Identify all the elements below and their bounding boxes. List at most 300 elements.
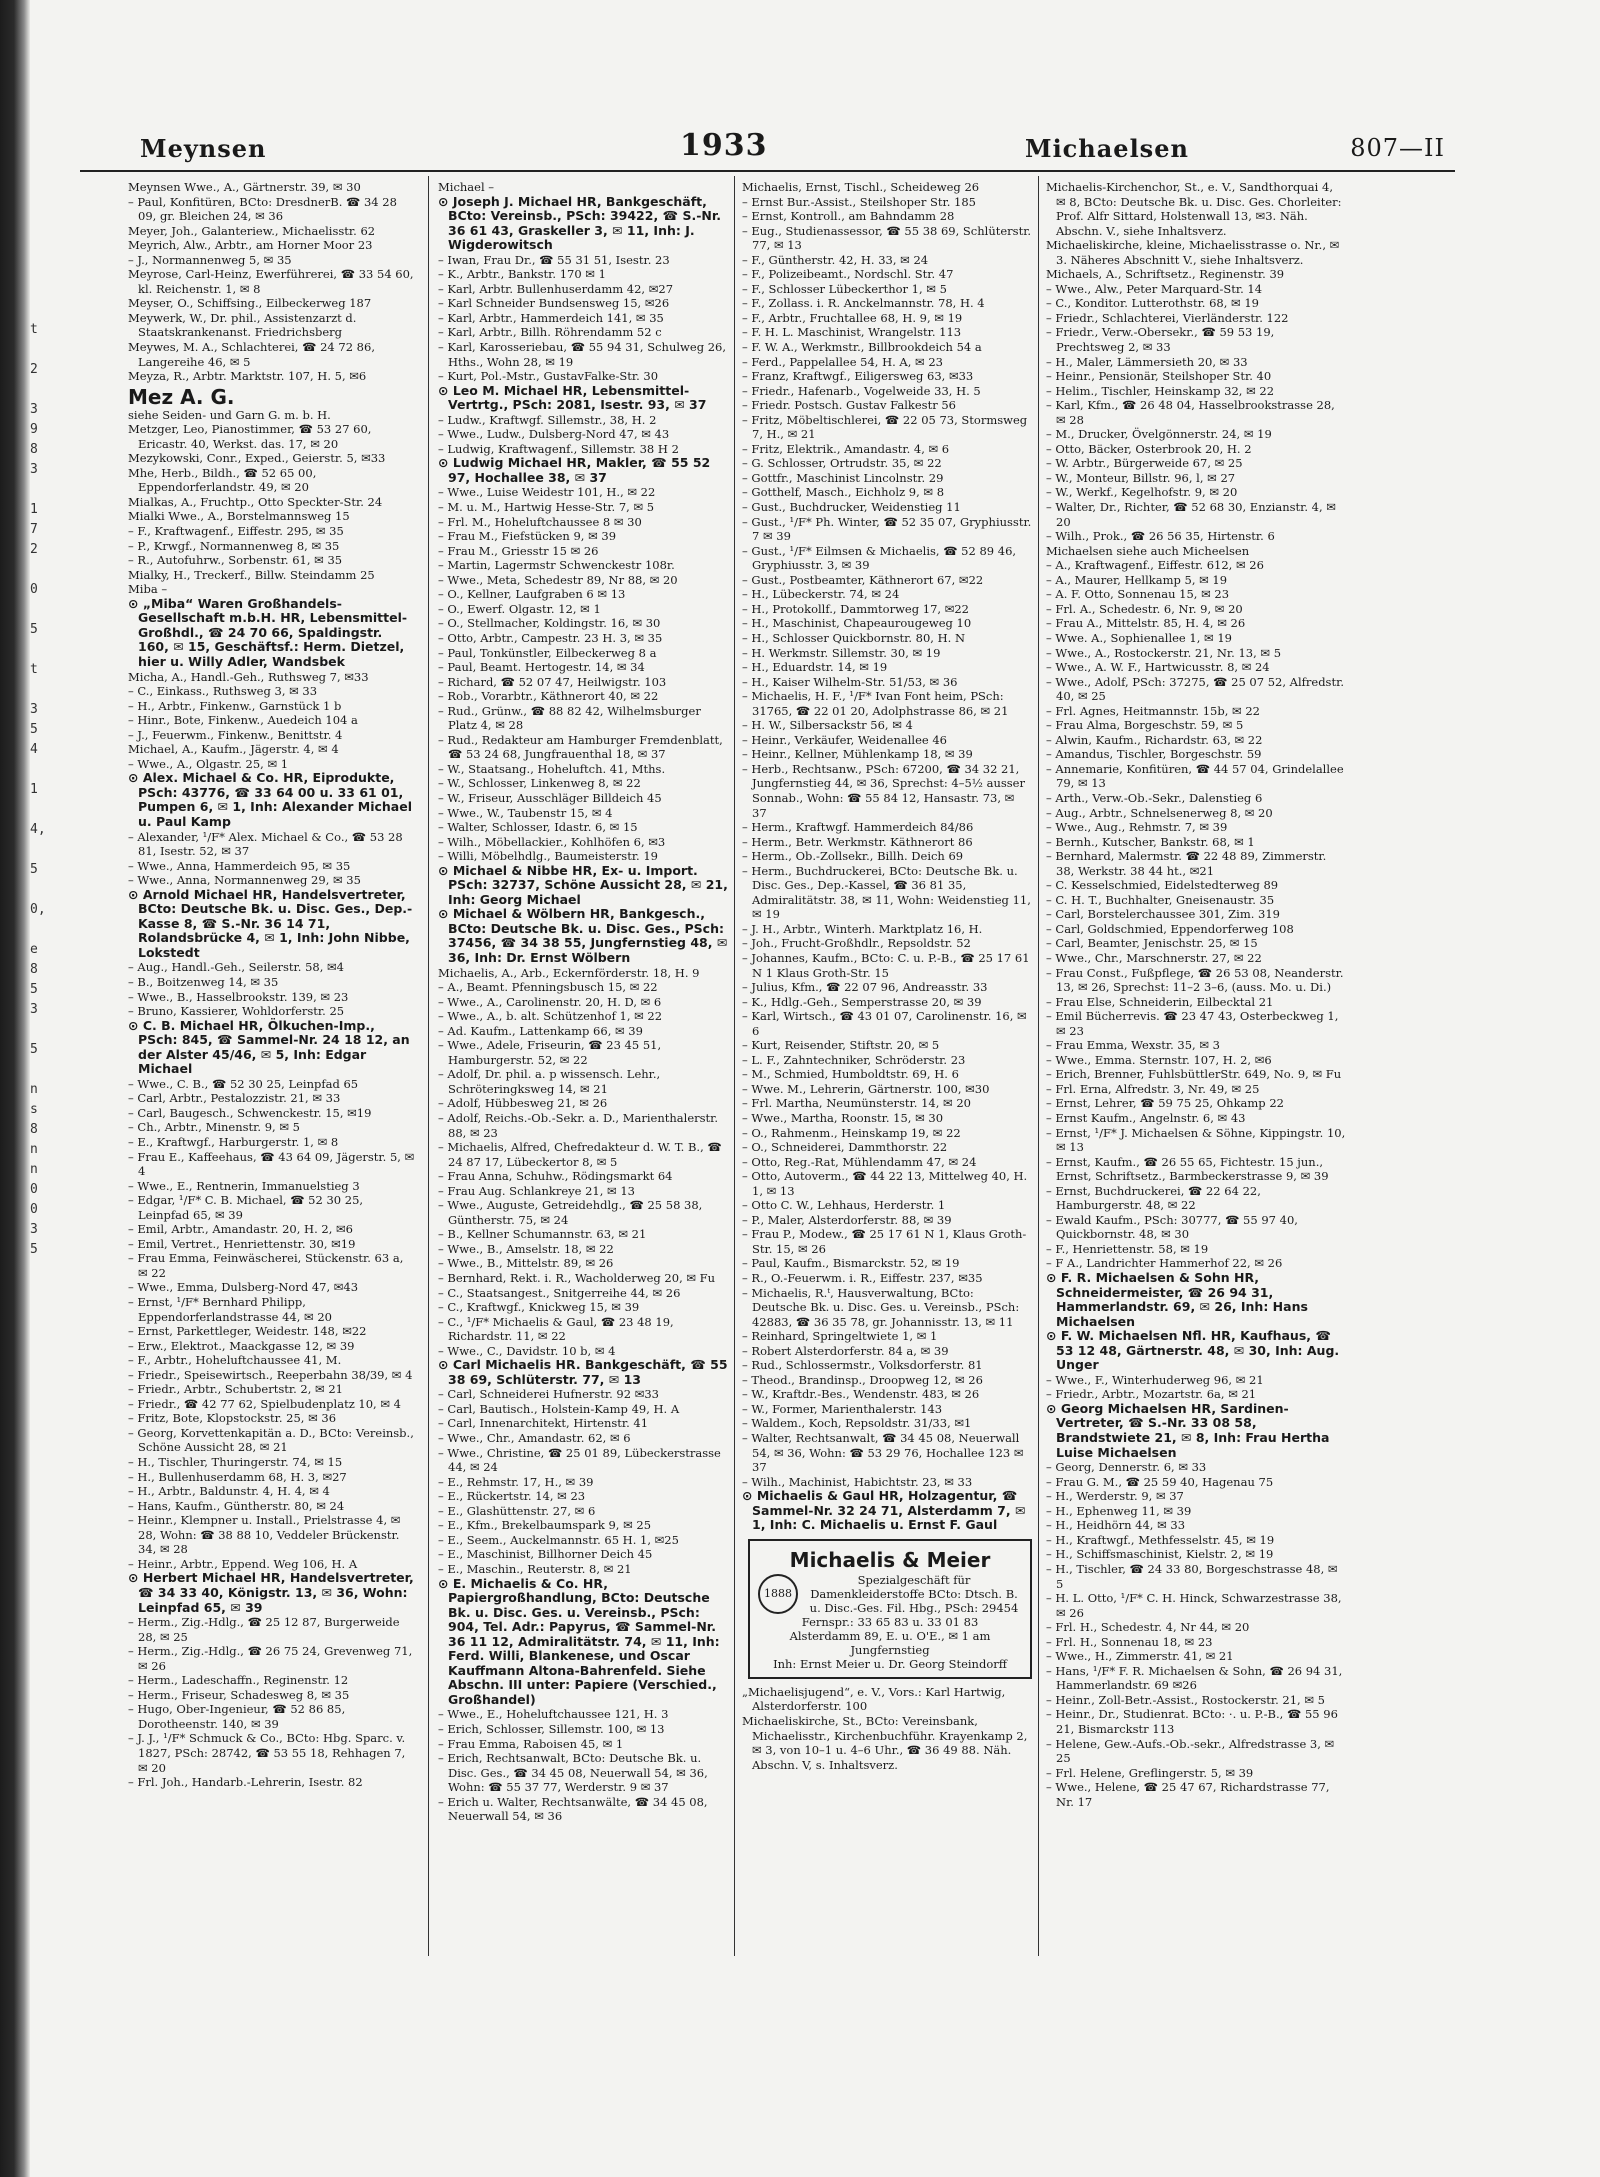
edge-glyph: 2 (30, 542, 38, 557)
directory-entry: – W., Friseur, Ausschläger Billdeich 45 (438, 790, 662, 805)
column-3 (742, 180, 1032, 1772)
ad-seal: 1888 (758, 1574, 798, 1614)
directory-entry: – H., Eduardstr. 14, ✉ 19 (742, 660, 888, 675)
directory-entry: – Frau Aug. Schlankreye 21, ✉ 13 (438, 1183, 635, 1198)
directory-entry: – Ernst, Lehrer, ☎ 59 75 25, Ohkamp 22 (1046, 1096, 1284, 1111)
directory-entry: – Friedr., Arbtr., Mozartstr. 6a, ✉ 21 (1046, 1387, 1257, 1402)
ad-address: Alsterdamm 89, E. u. O'E., ✉ 1 am Jungfernstieg (789, 1628, 991, 1657)
directory-entry: Mialkas, A., Fruchtp., Otto Speckter-Str. 24 (128, 494, 383, 509)
directory-entry: ⊙ E. Michaelis & Co. HR, Papiergroßhandlung, BCto: Deutsche Bk. u. Disc. Ges. u. Vereinsb., PSch: 904, Tel. Adr.: Papyrus, ☎ Sammel-Nr. 36 11 12, Admiralitätstr. 74, ✉ 11, Inh: Ferd. Willi, Blankenese, und Oscar Kauffmann Altona-Bahrenfeld. Siehe Abschn. III unter: Papiere (Verschied., Großhandel) (438, 1575, 720, 1707)
directory-entry: – Wwe. A., Sophienallee 1, ✉ 19 (1046, 630, 1232, 645)
directory-entry: Michael – (438, 180, 495, 194)
directory-entry: ⊙ F. W. Michaelsen Nfl. HR, Kaufhaus, ☎ 53 12 48, Gärtnerstr. 48, ✉ 30, Inh: Aug. Unger (1046, 1328, 1340, 1373)
directory-entry: – O., Ewerf. Olgastr. 12, ✉ 1 (438, 601, 601, 616)
directory-entry: – Fritz, Bote, Klopstockstr. 25, ✉ 36 (128, 1411, 337, 1426)
directory-entry: – E., Kfm., Brekelbaumspark 9, ✉ 25 (438, 1518, 652, 1533)
directory-entry: – Rud., Grünw., ☎ 88 82 42, Wilhelmsburger Platz 4, ✉ 28 (438, 703, 701, 733)
directory-entry: – O., Stellmacher, Koldingstr. 16, ✉ 30 (438, 616, 661, 631)
directory-entry: Mialky, H., Treckerf., Billw. Steindamm 25 (128, 567, 375, 582)
directory-entry: – E., Glashüttenstr. 27, ✉ 6 (438, 1503, 596, 1518)
directory-entry: – Frau Const., Fußpflege, ☎ 26 53 08, Neanderstr. 13, ✉ 26, Sprechst: 11–2 3–6, (auss. Mo. u. Di.) (1046, 965, 1344, 995)
directory-entry: – Wwe., E., Rentnerin, Immanuelstieg 3 (128, 1178, 360, 1193)
edge-glyph: 0 (30, 1202, 38, 1217)
directory-entry: – Michaelis, H. F., ¹/F* Ivan Font heim, PSch: 31765, ☎ 22 01 20, Adolphstrasse 86, ✉ 21 (742, 689, 1009, 718)
directory-entry: – Carl, Bautisch., Holstein-Kamp 49, H. A (438, 1401, 680, 1416)
directory-entry: – H., Heidhörn 44, ✉ 33 (1046, 1518, 1186, 1533)
directory-entry: – Frl. M., Hoheluftchaussee 8 ✉ 30 (438, 514, 642, 529)
directory-entry: – Herm., Kraftwgf. Hammerdeich 84/86 (742, 820, 974, 835)
edge-glyph (30, 480, 48, 500)
directory-entry: – Alwin, Kaufm., Richardstr. 63, ✉ 22 (1046, 732, 1263, 747)
directory-entry: – C., Kraftwgf., Knickweg 15, ✉ 39 (438, 1300, 640, 1315)
directory-entry: – Wwe., W., Taubenstr 15, ✉ 4 (438, 805, 613, 820)
edge-glyph: n (30, 1142, 38, 1157)
directory-entry: – Carl, Beamter, Jenischstr. 25, ✉ 15 (1046, 936, 1258, 951)
directory-entry: – Wwe., C., Davidstr. 10 b, ✉ 4 (438, 1343, 616, 1358)
directory-entry: – Reinhard, Springeltwiete 1, ✉ 1 (742, 1329, 938, 1344)
edge-glyph: 0 (30, 1182, 38, 1197)
directory-entry: – Georg, Dennerstr. 6, ✉ 33 (1046, 1460, 1207, 1475)
edge-glyph: 5 (30, 1242, 38, 1257)
directory-entry: – Frl. Helene, Greflingerstr. 5, ✉ 39 (1046, 1765, 1254, 1780)
directory-entry: – Iwan, Frau Dr., ☎ 55 31 51, Isestr. 23 (438, 252, 670, 267)
directory-entry: Michaeliskirche, kleine, Michaelisstrasse o. Nr., ✉ 3. Näheres Abschnitt V., siehe Inhaltsverz. (1046, 238, 1340, 267)
directory-entry: – Friedr., ☎ 42 77 62, Spielbudenplatz 10, ✉ 4 (128, 1396, 401, 1411)
directory-entry: – E., Seem., Auckelmannstr. 65 H. 1, ✉25 (438, 1532, 679, 1547)
directory-entry: – Erich, Schlosser, Sillemstr. 100, ✉ 13 (438, 1721, 665, 1736)
directory-entry: – F., Henriettenstr. 58, ✉ 19 (1046, 1241, 1209, 1256)
directory-entry: – A., Kraftwagenf., Eiffestr. 612, ✉ 26 (1046, 558, 1264, 573)
directory-entry: – H., Tischler, ☎ 24 33 80, Borgeschstrasse 48, ✉ 5 (1046, 1561, 1338, 1591)
edge-glyph: 5 (30, 862, 38, 877)
directory-entry: – Helim., Tischler, Heinskamp 32, ✉ 22 (1046, 383, 1275, 398)
directory-entry: – H., Werderstr. 9, ✉ 37 (1046, 1489, 1184, 1504)
directory-entry: – Rud., Redakteur am Hamburger Fremdenblatt, ☎ 53 24 68, Jungfrauenthal 18, ✉ 37 (438, 732, 723, 762)
directory-entry: ⊙ Michael & Nibbe HR, Ex- u. Import. PSch: 32737, Schöne Aussicht 28, ✉ 21, Inh: Georg Michael (438, 862, 728, 907)
directory-entry: – Aug., Handl.-Geh., Seilerstr. 58, ✉4 (128, 960, 344, 975)
directory-entry: – F., Polizeibeamt., Nordschl. Str. 47 (742, 267, 954, 282)
directory-entry: – Herm., Ob.-Zollsekr., Billh. Deich 69 (742, 849, 964, 864)
directory-entry: ⊙ Ludwig Michael HR, Makler, ☎ 55 52 97, Hochallee 38, ✉ 37 (438, 455, 711, 485)
directory-entry: – Wwe., Auguste, Getreidehdlg., ☎ 25 58 38, Güntherstr. 75, ✉ 24 (438, 1198, 703, 1227)
directory-entry: – Herb., Rechtsanw., PSch: 67200, ☎ 34 32 21, Jungfernstieg 44, ✉ 36, Sprechst: 4–5½ ausser Sonnab., Wohn: ☎ 55 84 12, Hansastr. 73, ✉ 37 (742, 761, 1025, 820)
edge-glyph (30, 1060, 48, 1080)
directory-entry: Michaelis, Ernst, Tischl., Scheideweg 26 (742, 180, 980, 194)
directory-entry: Michaelis-Kirchenchor, St., e. V., Sandthorquai 4, ✉ 8, BCto: Deutsche Bk. u. Disc. Ges. Chorleiter: Prof. Alfr Sittard, Holstenwall 13, ✉3. Näh. Abschn. V., siehe Inhaltsverz. (1046, 180, 1342, 238)
directory-entry: ⊙ Georg Michaelsen HR, Sardinen-Vertreter, ☎ S.-Nr. 33 08 58, Brandstwiete 21, ✉ 8, Inh: Frau Hertha Luise Michaelsen (1046, 1400, 1330, 1460)
edge-glyph (30, 880, 48, 900)
directory-entry: – Wwe., E., Hoheluftchaussee 121, H. 3 (438, 1707, 669, 1722)
directory-entry: ⊙ „Miba“ Waren Großhandels-Gesellschaft m.b.H. HR, Lebensmittel-Großhdl., ☎ 24 70 66, Spaldingstr. 160, ✉ 15, Geschäftsf.: Herm. Dietzel, hier u. Willy Adler, Wandsbek (128, 595, 408, 669)
directory-entry: – Carl, Goldschmied, Eppendorferweg 108 (1046, 921, 1294, 936)
directory-entry: – Kurt, Reisender, Stiftstr. 20, ✉ 5 (742, 1038, 940, 1053)
edge-glyph (30, 680, 48, 700)
directory-entry: – A., Maurer, Hellkamp 5, ✉ 19 (1046, 572, 1228, 587)
directory-entry: – W., Former, Marienthalerstr. 143 (742, 1401, 943, 1416)
directory-entry: – H., Schlosser Quickbornstr. 80, H. N (742, 630, 966, 645)
edge-glyph: 5 (30, 982, 38, 997)
directory-entry: – Wwe., Meta, Schedestr 89, Nr 88, ✉ 20 (438, 572, 678, 587)
directory-entry: – Carl, Schneiderei Hufnerstr. 92 ✉33 (438, 1387, 659, 1402)
directory-entry: – Richard, ☎ 52 07 47, Heilwigstr. 103 (438, 674, 667, 689)
directory-entry: – Ludw., Kraftwgf. Sillemstr., 38, H. 2 (438, 412, 657, 427)
directory-entry: – F., Zollass. i. R. Anckelmannstr. 78, H. 4 (742, 296, 985, 311)
directory-entry: – Otto, Arbtr., Campestr. 23 H. 3, ✉ 35 (438, 630, 663, 645)
directory-entry: – Georg, Korvettenkapitän a. D., BCto: Vereinsb., Schöne Aussicht 28, ✉ 21 (128, 1425, 414, 1455)
directory-entry: – Heinr., Zoll-Betr.-Assist., Rostockerstr. 21, ✉ 5 (1046, 1692, 1325, 1707)
directory-entry: – Carl, Arbtr., Pestalozzistr. 21, ✉ 33 (128, 1091, 341, 1106)
directory-entry: „Michaelisjugend“, e. V., Vors.: Karl Hartwig, Alsterdorferstr. 100 (742, 1684, 1006, 1714)
directory-entry: – H., Kaiser Wilhelm-Str. 51/53, ✉ 36 (742, 674, 958, 689)
directory-entry: – H., Bullenhuserdamm 68, H. 3, ✉27 (128, 1469, 347, 1484)
directory-entry: – W., Werkf., Kegelhofstr. 9, ✉ 20 (1046, 485, 1238, 500)
directory-entry: – Ernst, Kaufm., ☎ 26 55 65, Fichtestr. 15 jun., Ernst, Schriftsetz., Barmbeckerstrasse 9, ✉ 39 (1046, 1154, 1329, 1184)
header-first-name: Meynsen (140, 134, 267, 163)
directory-entry: – Karl, Karosseriebau, ☎ 55 94 31, Schulweg 26, Hths., Wohn 28, ✉ 19 (438, 340, 726, 369)
directory-entry: – Herm., Betr. Werkmstr. Käthnerort 86 (742, 834, 973, 849)
directory-entry: – M., Drucker, Övelgönnerstr. 24, ✉ 19 (1046, 427, 1272, 442)
directory-entry: – Hans, ¹/F* F. R. Michaelsen & Sohn, ☎ 26 94 31, Hammerlandstr. 69 ✉26 (1046, 1663, 1343, 1693)
directory-entry: Michaeliskirche, St., BCto: Vereinsbank, Michaelisstr., Kirchenbuchführ. Krayenkamp 2, ✉ 3, von 10–1 u. 4–6 Uhr., ☎ 36 49 88. Näh. Abschn. V, s. Inhaltsverz. (742, 1713, 1028, 1772)
directory-entry: – Heinr., Verkäufer, Weidenallee 46 (742, 732, 947, 747)
ad-description: Spezialgeschäft für Damenkleiderstoffe BCto: Dtsch. B. u. Disc.-Ges. Fil. Hbg., PSch: 29454 (809, 1572, 1019, 1615)
directory-entry: – Paul, Kaufm., Bismarckstr. 52, ✉ 19 (742, 1256, 960, 1271)
edge-glyph: 3 (30, 462, 38, 477)
directory-entry: – M., Schmied, Humboldtstr. 69, H. 6 (742, 1067, 959, 1082)
directory-entry: – Wwe., Anna, Hammerdeich 95, ✉ 35 (128, 858, 351, 873)
directory-entry: – B., Boitzenweg 14, ✉ 35 (128, 974, 279, 989)
directory-entry: ⊙ Leo M. Michael HR, Lebensmittel-Vertrtg., PSch: 2081, Isestr. 93, ✉ 37 (438, 382, 707, 413)
directory-entry: – W., Schlosser, Linkenweg 8, ✉ 22 (438, 776, 641, 791)
directory-entry: – Ernst, ¹/F* Bernhard Philipp, Eppendorferlandstrasse 44, ✉ 20 (128, 1295, 332, 1324)
directory-entry: – Wwe., Aug., Rehmstr. 7, ✉ 39 (1046, 820, 1228, 835)
directory-entry: – Rob., Vorarbtr., Käthnerort 40, ✉ 22 (438, 689, 659, 704)
directory-entry: – Amandus, Tischler, Borgeschstr. 59 (1046, 747, 1262, 762)
directory-entry: – Michaelis, Alfred, Chefredakteur d. W. T. B., ☎ 24 87 17, Lübeckertor 8, ✉ 5 (438, 1140, 722, 1169)
directory-entry: – Heinr., Dr., Studienrat. BCto: ·. u. P.-B., ☎ 55 96 21, Bismarckstr 113 (1046, 1707, 1338, 1736)
edge-glyph (30, 600, 48, 620)
directory-entry: – Wwe., Luise Weidestr 101, H., ✉ 22 (438, 485, 656, 500)
directory-entry: – Wwe., H., Zimmerstr. 41, ✉ 21 (1046, 1649, 1234, 1664)
directory-entry: ⊙ Michaelis & Gaul HR, Holzagentur, ☎ Sammel-Nr. 32 24 71, Alsterdamm 7, ✉ 1, Inh: C. Michaelis u. Ernst F. Gaul (742, 1488, 1026, 1533)
edge-glyph (30, 840, 48, 860)
edge-glyph: 4 (30, 742, 38, 757)
directory-entry: – B., Kellner Schumannstr. 63, ✉ 21 (438, 1227, 647, 1242)
column-4 (1046, 180, 1346, 1809)
directory-entry: – Ernst, Parkettleger, Weidestr. 148, ✉22 (128, 1324, 367, 1339)
directory-entry: Mezykowski, Conr., Exped., Geierstr. 5, ✉33 (128, 451, 386, 466)
directory-entry: – Wwe., Christine, ☎ 25 01 89, Lübeckerstrasse 44, ✉ 24 (438, 1445, 721, 1475)
directory-entry: – Wilh., Machinist, Habichtstr. 23, ✉ 33 (742, 1474, 973, 1489)
directory-entry: – H., Lübeckerstr. 74, ✉ 24 (742, 587, 900, 602)
edge-glyph (30, 920, 48, 940)
edge-glyph: 3 (30, 402, 38, 417)
directory-entry: – Herm., Friseur, Schadesweg 8, ✉ 35 (128, 1687, 350, 1702)
directory-entry: – Herm., Ladeschaffn., Reginenstr. 12 (128, 1673, 349, 1688)
directory-entry: Meyrich, Alw., Arbtr., am Horner Moor 23 (128, 238, 373, 253)
directory-entry: – Rud., Schlossermstr., Volksdorferstr. 81 (742, 1358, 983, 1373)
directory-entry: – Friedr. Postsch. Gustav Falkestr 56 (742, 398, 956, 413)
edge-glyph (30, 380, 48, 400)
directory-columns (80, 172, 1455, 1972)
directory-entry: – L. F., Zahntechniker, Schröderstr. 23 (742, 1052, 966, 1067)
directory-entry: Meynsen Wwe., A., Gärtnerstr. 39, ✉ 30 (128, 180, 361, 194)
directory-entry: – Otto, Reg.-Rat, Mühlendamm 47, ✉ 24 (742, 1154, 977, 1169)
directory-entry: – Walter, Rechtsanwalt, ☎ 34 45 08, Neuerwall 54, ✉ 36, Wohn: ☎ 53 29 76, Hochallee 123 ✉ 37 (742, 1431, 1024, 1475)
ad-body (758, 1573, 1022, 1615)
directory-entry: ⊙ Arnold Michael HR, Handelsvertreter, BCto: Deutsche Bk. u. Disc. Ges., Dep.-Kasse 8, ☎ S.-Nr. 36 14 71, Rolandsbrücke 4, ✉ 1, Inh: John Nibbe, Lokstedt (128, 886, 413, 960)
directory-entry: – F., Schlosser Lübeckerthor 1, ✉ 5 (742, 281, 947, 296)
directory-entry: – Heinr., Pensionär, Steilshoper Str. 40 (1046, 369, 1272, 384)
directory-entry: – H., Ephenweg 11, ✉ 39 (1046, 1503, 1192, 1518)
directory-entry: – Friedr., Schlachterei, Vierländerstr. 122 (1046, 310, 1289, 325)
directory-entry: – Ernst, Kontroll., am Bahndamm 28 (742, 209, 955, 224)
directory-entry: – Wwe., Adolf, PSch: 37275, ☎ 25 07 52, Alfredstr. 40, ✉ 25 (1046, 674, 1344, 704)
directory-entry: – H., Maler, Lämmersieth 20, ✉ 33 (1046, 354, 1248, 369)
edge-glyph: 1 (30, 502, 38, 517)
directory-entry: Meyrose, Carl-Heinz, Ewerführerei, ☎ 33 54 60, kl. Reichenstr. 1, ✉ 8 (128, 267, 414, 296)
edge-glyph: 7 (30, 522, 38, 537)
directory-entry: – Arth., Verw.-Ob.-Sekr., Dalenstieg 6 (1046, 790, 1263, 805)
directory-entry: – Ernst, Buchdruckerei, ☎ 22 64 22, Hamburgerstr. 48, ✉ 22 (1046, 1183, 1261, 1213)
directory-entry: – A., Beamt. Pfenningsbusch 15, ✉ 22 (438, 980, 658, 995)
directory-entry: – Wwe., Emma. Sternstr. 107, H. 2, ✉6 (1046, 1052, 1272, 1067)
directory-entry: – Herm., Zig.-Hdlg., ☎ 25 12 87, Burgerweide 28, ✉ 25 (128, 1615, 400, 1644)
directory-entry: – F. H. L. Maschinist, Wrangelstr. 113 (742, 325, 962, 340)
directory-entry: – F., Kraftwagenf., Eiffestr. 295, ✉ 35 (128, 524, 344, 539)
directory-entry: – Eug., Studienassessor, ☎ 55 38 69, Schlüterstr. 77, ✉ 13 (742, 223, 1032, 253)
directory-entry: – Wwe., Helene, ☎ 25 47 67, Richardstrasse 77, Nr. 17 (1046, 1780, 1330, 1809)
directory-entry: – Edgar, ¹/F* C. B. Michael, ☎ 52 30 25, Leinpfad 65, ✉ 39 (128, 1193, 364, 1222)
edge-glyph (30, 640, 48, 660)
directory-entry: – R., Autofuhrw., Sorbenstr. 61, ✉ 35 (128, 553, 343, 568)
directory-entry: – Wwe., B., Amselstr. 18, ✉ 22 (438, 1241, 614, 1256)
directory-entry: – Otto C. W., Lehhaus, Herderstr. 1 (742, 1198, 946, 1213)
header-year: 1933 (680, 128, 768, 163)
directory-entry: – Johannes, Kaufm., BCto: C. u. P.-B., ☎ 25 17 61 N 1 Klaus Groth-Str. 15 (742, 950, 1030, 980)
column-3-entries (742, 180, 1032, 1533)
directory-entry: – Adolf, Reichs.-Ob.-Sekr. a. D., Marienthalerstr. 88, ✉ 23 (438, 1111, 719, 1140)
directory-entry: – Wwe., Martha, Roonstr. 15, ✉ 30 (742, 1111, 944, 1125)
ad-title: Michaelis & Meier (789, 1547, 991, 1572)
edge-glyph: n (30, 1162, 38, 1177)
directory-entry: – A. F. Otto, Sonnenau 15, ✉ 23 (1046, 587, 1230, 602)
directory-entry: – Frau M., Griesstr 15 ✉ 26 (438, 543, 599, 558)
directory-entry: – E., Kraftwgf., Harburgerstr. 1, ✉ 8 (128, 1135, 339, 1149)
directory-entry: – M. u. M., Hartwig Hesse-Str. 7, ✉ 5 (438, 500, 655, 515)
directory-entry: – Gust., Buchdrucker, Weidenstieg 11 (742, 500, 961, 515)
directory-entry: – Waldem., Koch, Repsoldstr. 31/33, ✉1 (742, 1416, 972, 1431)
directory-entry: – Frau Emma, Wexstr. 35, ✉ 3 (1046, 1038, 1220, 1053)
directory-entry: – Adolf, Hübbesweg 21, ✉ 26 (438, 1096, 608, 1111)
directory-entry: – J. H., Arbtr., Winterh. Marktplatz 16, H. (742, 921, 983, 936)
directory-entry: – J., Feuerwm., Finkenw., Benittstr. 4 (128, 727, 343, 742)
directory-entry: – W., Monteur, Billstr. 96, l, ✉ 27 (1046, 470, 1236, 485)
column-1 (128, 180, 416, 1790)
directory-entry: – H. W., Silbersackstr 56, ✉ 4 (742, 718, 913, 733)
directory-entry: – Erich, Rechtsanwalt, BCto: Deutsche Bk. u. Disc. Ges., ☎ 34 45 08, Neuerwall 54, ✉ 36, Wohn: ☎ 55 37 77, Werderstr. 9 ✉ 37 (438, 1751, 708, 1795)
edge-glyph: 9 (30, 422, 38, 437)
directory-entry: – Frau Alma, Borgeschstr. 59, ✉ 5 (1046, 718, 1244, 733)
directory-entry: – Otto, Bäcker, Osterbrook 20, H. 2 (1046, 441, 1252, 456)
edge-glyph (30, 1020, 48, 1040)
directory-entry: – Fritz, Möbeltischlerei, ☎ 22 05 73, Stormsweg 7, H., ✉ 21 (742, 412, 1028, 442)
directory-entry: Mez A. G. (128, 384, 235, 409)
directory-entry: – Helene, Gew.-Aufs.-Ob.-sekr., Alfredstrasse 3, ✉ 25 (1046, 1736, 1335, 1766)
edge-glyph: 8 (30, 1122, 38, 1137)
directory-entry: – G. Schlosser, Ortrudstr. 35, ✉ 22 (742, 456, 942, 471)
directory-entry: – Frl. Agnes, Heitmannstr. 15b, ✉ 22 (1046, 703, 1260, 718)
directory-entry: – Hinr., Bote, Finkenw., Auedeich 104 a (128, 713, 358, 728)
directory-entry: – E., Rückertstr. 14, ✉ 23 (438, 1489, 586, 1504)
column-rule (428, 176, 429, 1956)
directory-entry: – Karl, Kfm., ☎ 26 48 04, Hasselbrookstrasse 28, ✉ 28 (1046, 398, 1335, 427)
directory-entry: – Franz, Kraftwgf., Eiligersweg 63, ✉33 (742, 369, 974, 384)
directory-entry: – Wwe., C. B., ☎ 52 30 25, Leinpfad 65 (128, 1076, 359, 1091)
directory-entry: – K., Arbtr., Bankstr. 170 ✉ 1 (438, 267, 606, 282)
directory-entry: – Gotthelf, Masch., Eichholz 9, ✉ 8 (742, 485, 945, 500)
advertisement-michaelis-meier (748, 1539, 1032, 1679)
directory-entry: Michaelsen siehe auch Micheelsen (1046, 543, 1250, 558)
directory-entry: – Wwe., Alw., Peter Marquard-Str. 14 (1046, 281, 1263, 296)
directory-entry: – Ferd., Pappelallee 54, H. A, ✉ 23 (742, 354, 943, 369)
directory-entry: – Emil Bücherrevis. ☎ 23 47 43, Osterbeckweg 1, ✉ 23 (1046, 1009, 1339, 1038)
directory-entry: – Bruno, Kassierer, Wohldorferstr. 25 (128, 1004, 345, 1019)
header-last-name: Michaelsen (1025, 134, 1189, 163)
edge-glyph: 2 (30, 362, 38, 377)
scan-binding-edge (0, 0, 30, 2177)
directory-entry: Metzger, Leo, Pianostimmer, ☎ 53 27 60, Ericastr. 40, Werkst. das. 17, ✉ 20 (128, 422, 372, 451)
directory-entry: – E., Maschin., Reuterstr. 8, ✉ 21 (438, 1561, 632, 1576)
directory-entry: Meyer, Joh., Galanteriew., Michaelisstr. 62 (128, 223, 376, 238)
directory-entry: – Erw., Elektrot., Maackgasse 12, ✉ 39 (128, 1338, 355, 1353)
edge-glyph: 5 (30, 722, 38, 737)
directory-entry: – Frau M., Fiefstücken 9, ✉ 39 (438, 529, 617, 544)
directory-entry: – Bernh., Kutscher, Bankstr. 68, ✉ 1 (1046, 834, 1255, 849)
directory-entry: – Adolf, Dr. phil. a. p wissensch. Lehr., Schröteringksweg 14, ✉ 21 (438, 1067, 661, 1096)
directory-entry: – Wwe., A., Rostockerstr. 21, Nr. 13, ✉ 5 (1046, 645, 1282, 660)
directory-entry: – K., Hdlg.-Geh., Semperstrasse 20, ✉ 39 (742, 994, 982, 1009)
directory-entry: – J., Normannenweg 5, ✉ 35 (128, 252, 292, 267)
directory-entry: – Heinr., Arbtr., Eppend. Weg 106, H. A (128, 1556, 358, 1571)
directory-entry: – F A., Landrichter Hammerhof 22, ✉ 26 (1046, 1256, 1283, 1271)
directory-entry: – Karl, Wirtsch., ☎ 43 01 07, Carolinenstr. 16, ✉ 6 (742, 1009, 1027, 1038)
directory-entry: – Wwe., A., Carolinenstr. 20, H. D, ✉ 6 (438, 994, 662, 1009)
directory-entry: – Heinr., Kellner, Mühlenkamp 18, ✉ 39 (742, 747, 973, 762)
directory-entry: – Wwe., A., Olgastr. 25, ✉ 1 (128, 756, 289, 771)
directory-entry: – C., Einkass., Ruthsweg 3, ✉ 33 (128, 684, 318, 699)
directory-entry: – Friedr., Speisewirtsch., Reeperbahn 38/39, ✉ 4 (128, 1367, 413, 1382)
directory-entry: – J. J., ¹/F* Schmuck & Co., BCto: Hbg. Sparc. v. 1827, PSch: 28742, ☎ 53 55 18, Rehhagen 7, ✉ 20 (128, 1731, 406, 1775)
directory-entry: – Wwe., A. W. F., Hartwicusstr. 8, ✉ 24 (1046, 660, 1270, 675)
directory-entry: Micha, A., Handl.-Geh., Ruthsweg 7, ✉33 (128, 669, 369, 684)
edge-glyph: 8 (30, 962, 38, 977)
directory-entry: – Frau E., Kaffeehaus, ☎ 43 64 09, Jägerstr. 5, ✉ 4 (128, 1149, 415, 1179)
directory-entry: – Ludwig, Kraftwagenf., Sillemstr. 38 H 2 (438, 441, 679, 456)
directory-entry: – H. L. Otto, ¹/F* C. H. Hinck, Schwarzestrasse 38, ✉ 26 (1046, 1591, 1342, 1620)
edge-glyph: 0 (30, 582, 38, 597)
directory-entry: – Otto, Autoverm., ☎ 44 22 13, Mittelweg 40, H. 1, ✉ 13 (742, 1169, 1028, 1198)
directory-entry: – H., Schiffsmaschinist, Kielstr. 2, ✉ 19 (1046, 1547, 1274, 1562)
directory-entry: – Gust., ¹/F* Eilmsen & Michaelis, ☎ 52 89 46, Gryphiusstr. 3, ✉ 39 (742, 543, 1017, 573)
directory-entry: – C., Konditor. Lutterothstr. 68, ✉ 19 (1046, 296, 1259, 311)
directory-entry: Mialki Wwe., A., Borstelmannsweg 15 (128, 509, 350, 524)
header-page-number: 807—II (1350, 134, 1445, 162)
directory-entry: – Fritz, Elektrik., Amandastr. 4, ✉ 6 (742, 441, 950, 456)
directory-entry: – Herm., Zig.-Hdlg., ☎ 26 75 24, Grevenweg 71, ✉ 26 (128, 1644, 413, 1673)
directory-entry: – F. W. A., Werkmstr., Billbrookdeich 54 a (742, 340, 982, 355)
edge-glyph: 0, (30, 902, 46, 917)
directory-entry: Meywes, M. A., Schlachterei, ☎ 24 72 86, Langereihe 46, ✉ 5 (128, 340, 375, 369)
page-header (80, 128, 1455, 172)
directory-entry: – Frl. A., Schedestr. 6, Nr. 9, ✉ 20 (1046, 601, 1243, 616)
directory-entry: – Hans, Kaufm., Güntherstr. 80, ✉ 24 (128, 1498, 345, 1513)
edge-glyph: 3 (30, 1002, 38, 1017)
directory-entry: Michaelis, A., Arb., Eckernförderstr. 18, H. 9 (438, 965, 700, 980)
column-rule (1038, 176, 1039, 1956)
directory-entry: siehe Seiden- und Garn G. m. b. H. (128, 407, 331, 422)
column-2 (438, 180, 728, 1824)
directory-entry: – Karl, Arbtr. Bullenhuserdamm 42, ✉27 (438, 281, 674, 296)
directory-entry: Meywerk, W., Dr. phil., Assistenzarzt d. Staatskrankenanst. Friedrichsberg (128, 310, 357, 340)
directory-entry: – Frau Else, Schneiderin, Eilbecktal 21 (1046, 994, 1274, 1009)
directory-entry: – Annemarie, Konfitüren, ☎ 44 57 04, Grindelallee 79, ✉ 13 (1046, 761, 1344, 791)
directory-entry: – Frl. Martha, Neumünsterstr. 14, ✉ 20 (742, 1096, 971, 1111)
directory-entry: – Carl, Baugesch., Schwenckestr. 15, ✉19 (128, 1105, 372, 1120)
directory-entry: Miba – (128, 582, 168, 597)
directory-entry: – Aug., Arbtr., Schnelsenerweg 8, ✉ 20 (1046, 805, 1273, 820)
column-rule (734, 176, 735, 1956)
directory-entry: – Karl, Arbtr., Hammerdeich 141, ✉ 35 (438, 310, 664, 325)
directory-entry: Mhe, Herb., Bildh., ☎ 52 65 00, Eppendorferlandstr. 49, ✉ 20 (128, 465, 317, 495)
edge-glyph: n (30, 1082, 38, 1097)
directory-entry: – Ernst, ¹/F* J. Michaelsen & Söhne, Kippingstr. 10, ✉ 13 (1046, 1125, 1346, 1155)
directory-entry: – H. Werkmstr. Sillemstr. 30, ✉ 19 (742, 645, 941, 660)
directory-entry: – Julius, Kfm., ☎ 22 07 96, Andreasstr. 33 (742, 980, 988, 995)
directory-entry: – H., Protokollf., Dammtorweg 17, ✉22 (742, 601, 969, 616)
directory-entry: – Wilh., Prok., ☎ 26 56 35, Hirtenstr. 6 (1046, 529, 1275, 544)
directory-entry: ⊙ Herbert Michael HR, Handelsvertreter, ☎ 34 33 40, Königstr. 13, ✉ 36, Wohn: Leinpfad 65, ✉ 39 (128, 1570, 414, 1615)
directory-entry: – H., Arbtr., Baldunstr. 4, H. 4, ✉ 4 (128, 1484, 330, 1499)
directory-entry: Meyza, R., Arbtr. Marktstr. 107, H. 5, ✉6 (128, 369, 367, 384)
edge-glyph: 5 (30, 1042, 38, 1057)
directory-entry: – Paul, Beamt. Hertogestr. 14, ✉ 34 (438, 660, 645, 675)
directory-entry: – Ernst Bur.-Assist., Steilshoper Str. 185 (742, 194, 976, 209)
directory-entry: ⊙ Carl Michaelis HR. Bankgeschäft, ☎ 55 38 69, Schlüterstr. 77, ✉ 13 (438, 1357, 728, 1387)
directory-entry: – Erich, Brenner, FuhlsbüttlerStr. 649, No. 9, ✉ Fu (1046, 1067, 1342, 1082)
directory-entry: – Friedr., Hafenarb., Vogelweide 33, H. 5 (742, 383, 981, 398)
directory-entry: – Frau G. M., ☎ 25 59 40, Hagenau 75 (1046, 1474, 1274, 1489)
directory-entry: – Michaelis, R.ᵗ, Hausverwaltung, BCto: Deutsche Bk. u. Disc. Ges. u. Vereinsb., PSch: 42883, ☎ 36 35 78, gr. Johannisstr. 13, ✉ 11 (742, 1285, 1020, 1329)
edge-glyph: 3 (30, 1222, 38, 1237)
edge-glyph: s (30, 1102, 38, 1117)
directory-entry: – Frau Emma, Feinwäscherei, Stückenstr. 63 a, ✉ 22 (128, 1251, 404, 1280)
edge-glyph: e (30, 942, 38, 957)
directory-entry: Michael, A., Kaufm., Jägerstr. 4, ✉ 4 (128, 742, 339, 757)
directory-entry: – Bernhard, Malermstr. ☎ 22 48 89, Zimmerstr. 38, Werkstr. 38 44 ht., ✉21 (1046, 849, 1327, 878)
directory-entry: – Paul, Konfitüren, BCto: DresdnerB. ☎ 34 28 09, gr. Bleichen 24, ✉ 36 (128, 194, 397, 224)
directory-entry: – Hugo, Ober-Ingenieur, ☎ 52 86 85, Dorotheenstr. 140, ✉ 39 (128, 1702, 346, 1731)
directory-entry: ⊙ C. B. Michael HR, Ölkuchen-Imp., PSch: 845, ☎ Sammel-Nr. 24 18 12, an der Alster 45/46, ✉ 5, Inh: Edgar Michael (128, 1017, 410, 1077)
directory-entry: ⊙ F. R. Michaelsen & Sohn HR, Schneidermeister, ☎ 26 94 31, Hammerlandstr. 69, ✉ 26, Inh: Hans Michaelsen (1046, 1270, 1308, 1329)
directory-entry: – Frau Emma, Raboisen 45, ✉ 1 (438, 1736, 624, 1751)
directory-entry: – Ewald Kaufm., PSch: 30777, ☎ 55 97 40, Quickbornstr. 48, ✉ 30 (1046, 1212, 1298, 1242)
directory-entry: – Wwe., A., b. alt. Schützenhof 1, ✉ 22 (438, 1009, 663, 1024)
edge-glyph: 5 (30, 622, 38, 637)
directory-entry: – H., Kraftwgf., Methfesselstr. 45, ✉ 19 (1046, 1532, 1275, 1547)
directory-entry: – Ernst Kaufm., Angelnstr. 6, ✉ 43 (1046, 1111, 1246, 1125)
edge-glyph: 1 (30, 782, 38, 797)
